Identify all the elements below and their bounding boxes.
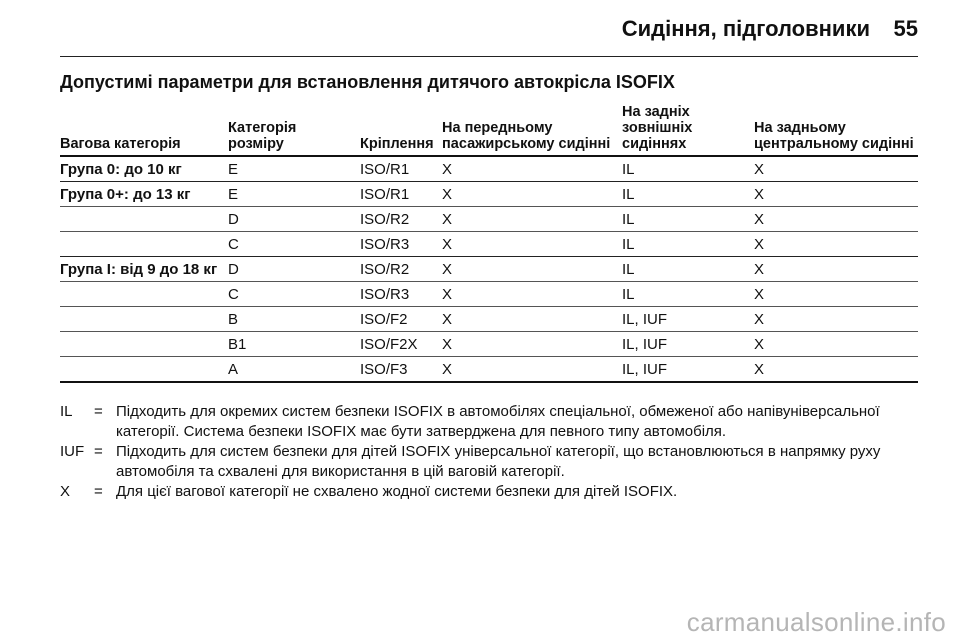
table-row [60,357,918,383]
header-divider [60,56,918,57]
fixture-cell: ISO/F2X [360,332,442,357]
column-header-front-passenger-seat: На передньому пасажирському сидінні [442,104,622,156]
weight-class-cell [60,232,228,257]
size-class-cell: D [228,257,360,282]
weight-class-cell: Група I: від 9 до 18 кг [60,257,228,282]
front-passenger-cell: X [442,232,622,257]
size-class-cell: E [228,182,360,207]
fixture-cell: ISO/R2 [360,207,442,232]
fixture-cell: ISO/R1 [360,156,442,182]
size-class-cell: A [228,357,360,383]
rear-center-cell: X [754,207,918,232]
rear-outer-cell: IL, IUF [622,357,754,383]
rear-outer-cell: IL, IUF [622,332,754,357]
size-class-cell: D [228,207,360,232]
fixture-cell: ISO/R1 [360,182,442,207]
weight-class-cell [60,357,228,383]
weight-class-cell [60,307,228,332]
legend-text: Підходить для окремих систем безпеки ISOFIX в автомобілях спеціальної, обмеженої або напівуніверсальної категорії. Система безпеки ISOFIX має бути затверджена для певного типу автомобіля. [116,403,880,440]
isofix-table [60,104,918,383]
size-class-cell: B [228,307,360,332]
rear-outer-cell: IL [622,182,754,207]
weight-class-cell: Група 0: до 10 кг [60,156,228,182]
legend-text: Підходить для систем безпеки для дітей ISOFIX універсальної категорії, що встановлюються в напрямку руху автомобіля та схвалені для використання в цій ваговій категорії. [116,443,881,480]
table-row [60,332,918,357]
front-passenger-cell: X [442,257,622,282]
size-class-cell: E [228,156,360,182]
watermark: carmanualsonline.info [686,607,946,637]
rear-center-cell: X [754,307,918,332]
rear-outer-cell: IL [622,282,754,307]
rear-center-cell: X [754,357,918,383]
rear-outer-cell: IL [622,207,754,232]
header-title: Сидіння, підголовники [621,16,870,41]
front-passenger-cell: X [442,156,622,182]
legend-abbr: X [60,483,71,500]
legend-text: Для цієї вагової категорії не схвалено жодної системи безпеки для дітей ISOFIX. [116,483,678,500]
rear-center-cell: X [754,332,918,357]
fixture-cell: ISO/R3 [360,232,442,257]
weight-class-cell [60,207,228,232]
size-class-cell: C [228,282,360,307]
column-header-fixture: Кріплення [360,104,442,156]
weight-class-cell [60,332,228,357]
rear-outer-cell: IL [622,156,754,182]
front-passenger-cell: X [442,307,622,332]
rear-outer-cell: IL [622,232,754,257]
front-passenger-cell: X [442,207,622,232]
fixture-cell: ISO/R2 [360,257,442,282]
weight-class-cell: Група 0+: до 13 кг [60,182,228,207]
rear-outer-cell: IL [622,257,754,282]
page-number: 55 [893,16,918,41]
legend-abbr: IL [60,403,73,420]
table-row [60,156,918,182]
front-passenger-cell: X [442,357,622,383]
front-passenger-cell: X [442,182,622,207]
column-header-weight-class: Вагова категорія [60,104,228,156]
table-header-row [60,104,918,156]
legend-eq: = [94,403,103,420]
legend [60,402,920,502]
column-header-rear-outer-seats: На задніх зовнішніх сидіннях [622,104,754,156]
legend-eq: = [94,483,103,500]
table-row [60,307,918,332]
column-header-rear-center-seat: На задньому центральному сидінні [754,104,918,156]
legend-eq: = [94,443,103,460]
table-row [60,207,918,232]
table-row [60,182,918,207]
front-passenger-cell: X [442,282,622,307]
rear-center-cell: X [754,282,918,307]
size-class-cell: C [228,232,360,257]
weight-class-cell [60,282,228,307]
section-title: Допустимі параметри для встановлення дитячого автокрісла ISOFIX [60,72,675,92]
table-body [60,156,918,382]
fixture-cell: ISO/F3 [360,357,442,383]
legend-item [60,402,920,442]
rear-center-cell: X [754,257,918,282]
rear-center-cell: X [754,182,918,207]
front-passenger-cell: X [442,332,622,357]
table-row [60,257,918,282]
legend-item [60,482,920,502]
table-row [60,232,918,257]
fixture-cell: ISO/R3 [360,282,442,307]
table-row [60,282,918,307]
column-header-size-class: Категорія розміру [228,104,360,156]
size-class-cell: B1 [228,332,360,357]
legend-item [60,442,920,482]
rear-center-cell: X [754,156,918,182]
rear-center-cell: X [754,232,918,257]
rear-outer-cell: IL, IUF [622,307,754,332]
fixture-cell: ISO/F2 [360,307,442,332]
legend-abbr: IUF [60,443,85,460]
